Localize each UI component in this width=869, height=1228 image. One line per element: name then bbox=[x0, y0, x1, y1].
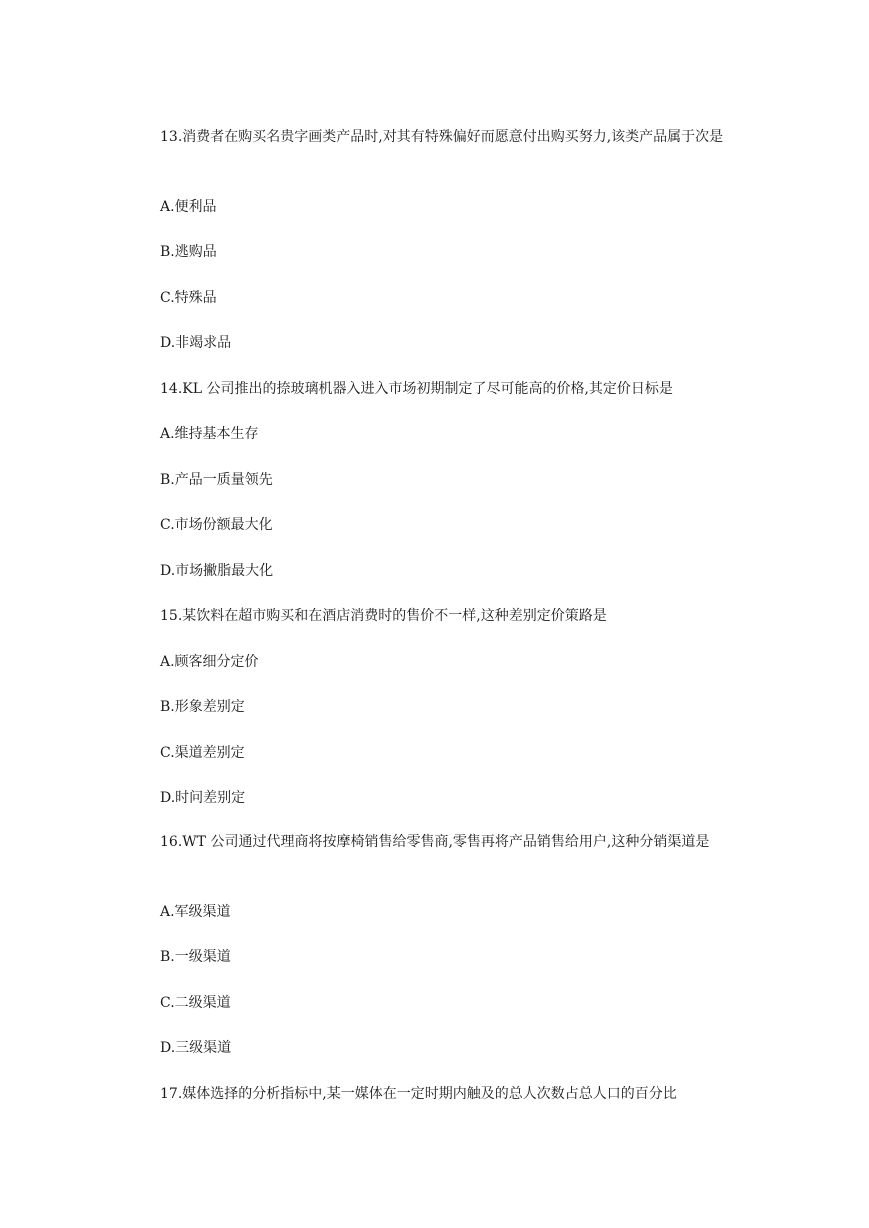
question-17-stem: 17.媒体选择的分析指标中,某一媒体在一定时期内触及的总人次数占总人口的百分比 bbox=[160, 1086, 677, 1102]
question-13-option-c: C.特殊品 bbox=[160, 290, 217, 306]
question-13-stem: 13.消费者在购买名贵字画类产品时,对其有特殊偏好而愿意付出购买努力,该类产品属于次是 bbox=[160, 129, 724, 145]
question-15-option-b: B.形象差别定 bbox=[160, 699, 245, 715]
question-14-option-a: A.维持基本生存 bbox=[160, 426, 259, 442]
question-16-stem: 16.WT 公司通过代理商将按摩椅销售给零售商,零售再将产品销售给用户,这种分销渠道是 bbox=[160, 834, 710, 850]
question-15-option-d: D.时问差别定 bbox=[160, 790, 246, 806]
question-15-option-a: A.顾客细分定价 bbox=[160, 654, 259, 670]
question-14-option-c: C.市场份额最大化 bbox=[160, 517, 273, 533]
question-13-option-b: B.逃购品 bbox=[160, 244, 217, 260]
question-15-stem: 15.某饮料在超市购买和在酒店消费时的售价不一样,这种差别定价策路是 bbox=[160, 608, 607, 624]
question-13-option-d: D.非竭求品 bbox=[160, 335, 232, 351]
question-16-option-b: B.一级渠道 bbox=[160, 949, 231, 965]
question-14-option-d: D.市场撇脂最大化 bbox=[160, 563, 274, 579]
question-13-option-a: A.便利品 bbox=[160, 199, 217, 215]
question-16-option-d: D.三级渠道 bbox=[160, 1040, 232, 1056]
question-14-stem: 14.KL 公司推出的捺玻璃机器入进入市场初期制定了尽可能高的价格,其定价日标是 bbox=[160, 381, 673, 397]
question-16-option-a: A.军级渠道 bbox=[160, 904, 231, 920]
question-16-option-c: C.二级渠道 bbox=[160, 995, 231, 1011]
question-14-option-b: B.产品一质量领先 bbox=[160, 472, 273, 488]
question-15-option-c: C.渠道差别定 bbox=[160, 745, 245, 761]
